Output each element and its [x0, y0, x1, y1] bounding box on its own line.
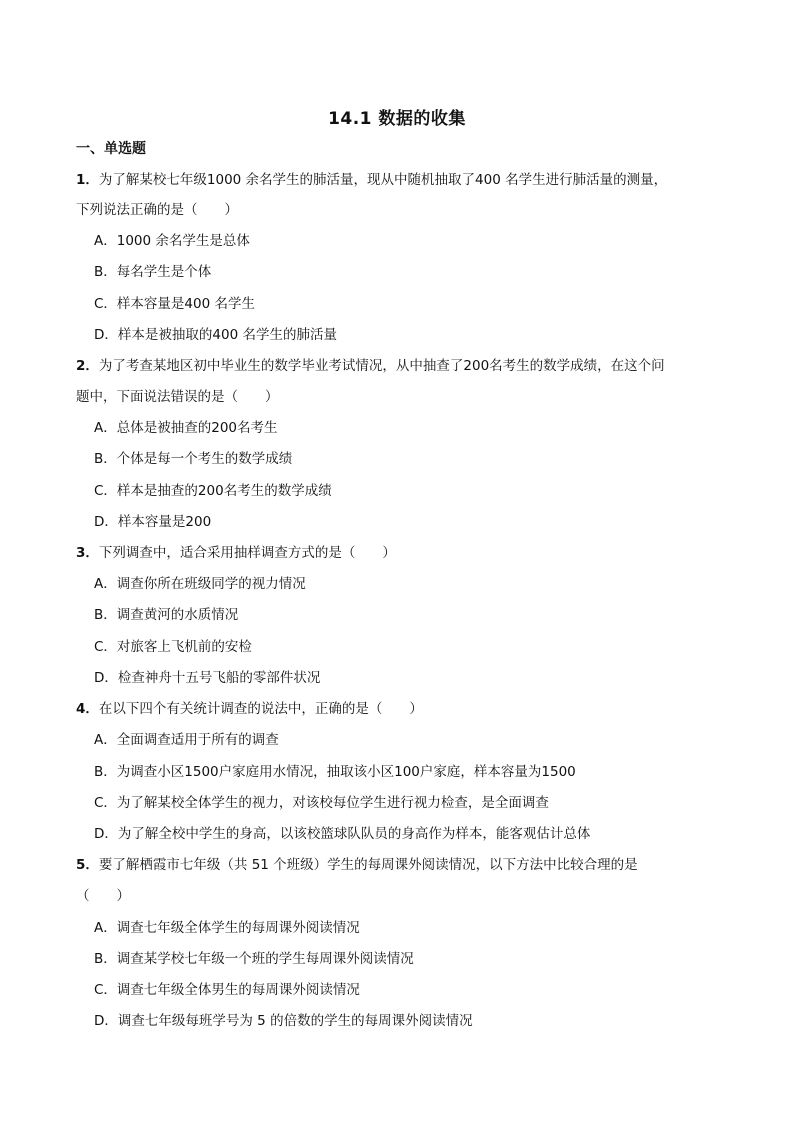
- question-number: 5．: [76, 857, 99, 873]
- question-2-option-c: C．样本是抽查的200名考生的数学成绩: [94, 483, 332, 499]
- section-heading: 一、单选题: [76, 141, 146, 157]
- question-1-line-2: 下列说法正确的是（ ）: [76, 202, 238, 218]
- question-5-option-c: C．调查七年级全体男生的每周课外阅读情况: [94, 982, 360, 998]
- question-2-line-2: 题中，下面说法错误的是（ ）: [76, 389, 279, 405]
- question-5-option-a: A．调查七年级全体学生的每周课外阅读情况: [94, 920, 360, 936]
- question-text: 在以下四个有关统计调查的说法中，正确的是（ ）: [98, 701, 423, 717]
- question-4-option-b: B．为调查小区1500户家庭用水情况，抽取该小区100户家庭，样本容量为1500: [94, 764, 576, 780]
- question-text: 要了解栖霞市七年级（共 51 个班级）学生的每周课外阅读情况，以下方法中比较合理的是: [98, 857, 638, 873]
- question-4-option-a: A．全面调查适用于所有的调查: [94, 732, 279, 748]
- question-3-option-c: C．对旅客上飞机前的安检: [94, 639, 252, 655]
- question-text: 为了解某校七年级1000 余名学生的肺活量，现从中随机抽取了400 名学生进行肺活量的测量，: [98, 172, 668, 188]
- question-3-option-d: D．检查神舟十五号飞船的零部件状况: [94, 670, 321, 686]
- question-number: 2．: [76, 358, 99, 374]
- question-2-option-a: A．总体是被抽查的200名考生: [94, 420, 278, 436]
- question-3-line-1: [76, 541, 396, 561]
- question-5-line-2: （ ）: [76, 888, 130, 904]
- question-number: 4．: [76, 701, 99, 717]
- question-text: 为了考查某地区初中毕业生的数学毕业考试情况，从中抽查了200名考生的数学成绩，在这个问: [98, 358, 665, 374]
- question-4-option-c: C．为了解某校全体学生的视力，对该校每位学生进行视力检查，是全面调查: [94, 795, 549, 811]
- question-2-line-1: [76, 354, 665, 374]
- question-4-option-d: D．为了解全校中学生的身高，以该校篮球队队员的身高作为样本，能客观估计总体: [94, 826, 591, 842]
- question-1-option-b: B．每名学生是个体: [94, 264, 212, 280]
- question-5-option-d: D．调查七年级每班学号为 5 的倍数的学生的每周课外阅读情况: [94, 1013, 473, 1029]
- question-1-option-a: A．1000 余名学生是总体: [94, 233, 250, 249]
- question-number: 3．: [76, 545, 99, 561]
- question-3-option-b: B．调查黄河的水质情况: [94, 607, 239, 623]
- question-5-line-1: [76, 853, 638, 873]
- question-2-option-b: B．个体是每一个考生的数学成绩: [94, 451, 293, 467]
- question-text: 下列调查中，适合采用抽样调查方式的是（ ）: [98, 545, 396, 561]
- question-2-option-d: D．样本容量是200: [94, 514, 212, 530]
- question-3-option-a: A．调查你所在班级同学的视力情况: [94, 576, 306, 592]
- question-1-line-1: [76, 168, 667, 188]
- question-5-option-b: B．调查某学校七年级一个班的学生每周课外阅读情况: [94, 951, 414, 967]
- page-title: 14.1 数据的收集: [328, 109, 466, 129]
- question-1-option-d: D．样本是被抽取的400 名学生的肺活量: [94, 327, 337, 343]
- question-4-line-1: [76, 697, 423, 717]
- question-1-option-c: C．样本容量是400 名学生: [94, 296, 255, 312]
- question-number: 1．: [76, 172, 99, 188]
